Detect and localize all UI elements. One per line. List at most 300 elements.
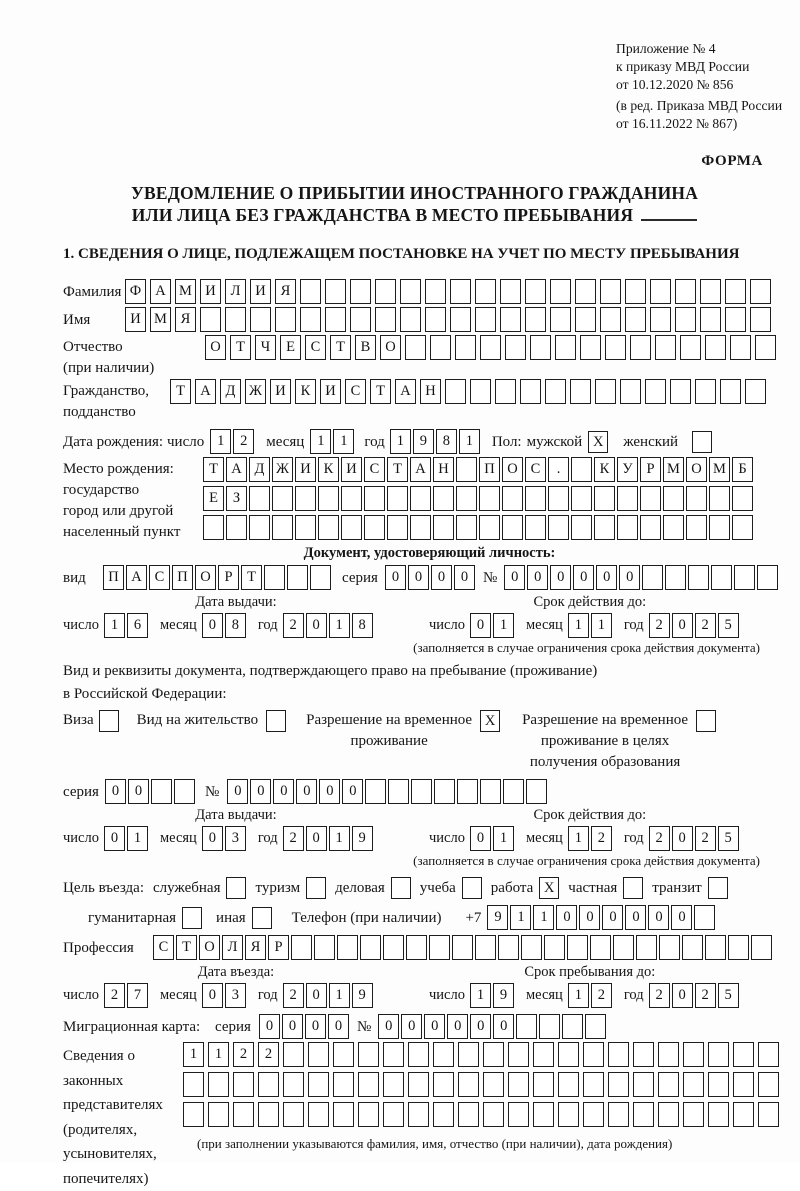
char-cell[interactable]: 1 [329, 826, 350, 851]
char-cell[interactable]: 0 [470, 1014, 491, 1039]
char-cell[interactable]: 0 [306, 613, 327, 638]
char-cell[interactable]: И [200, 279, 221, 304]
char-cell[interactable]: М [663, 457, 684, 482]
char-cell[interactable]: 0 [401, 1014, 422, 1039]
char-cell[interactable]: 0 [273, 779, 294, 804]
char-cell[interactable]: Б [732, 457, 753, 482]
char-cell[interactable]: 2 [283, 983, 304, 1008]
char-cell[interactable] [608, 1072, 629, 1097]
char-cell[interactable] [475, 935, 496, 960]
char-cell[interactable] [533, 1072, 554, 1097]
char-cell[interactable] [686, 486, 707, 511]
char-cell[interactable] [650, 279, 671, 304]
char-cell[interactable] [208, 1072, 229, 1097]
char-cell[interactable]: Я [275, 279, 296, 304]
char-cell[interactable]: 0 [424, 1014, 445, 1039]
char-cell[interactable] [516, 1014, 537, 1039]
char-cell[interactable] [600, 279, 621, 304]
char-cell[interactable] [200, 307, 221, 332]
char-cell[interactable] [709, 486, 730, 511]
char-cell[interactable] [733, 1072, 754, 1097]
char-cell[interactable]: А [226, 457, 247, 482]
char-cell[interactable]: 1 [329, 613, 350, 638]
char-cell[interactable] [708, 1102, 729, 1127]
char-cell[interactable] [408, 1072, 429, 1097]
char-cell[interactable] [503, 779, 524, 804]
char-cell[interactable] [617, 486, 638, 511]
char-cell[interactable] [249, 486, 270, 511]
char-cell[interactable] [583, 1072, 604, 1097]
char-cell[interactable]: 8 [225, 613, 246, 638]
char-cell[interactable]: 1 [493, 613, 514, 638]
char-cell[interactable] [225, 307, 246, 332]
char-cell[interactable] [700, 279, 721, 304]
char-cell[interactable] [594, 486, 615, 511]
char-cell[interactable]: 1 [510, 905, 531, 930]
char-cell[interactable] [595, 379, 616, 404]
char-cell[interactable] [533, 1102, 554, 1127]
char-cell[interactable]: М [709, 457, 730, 482]
sex-female-checkbox[interactable] [692, 431, 712, 453]
char-cell[interactable] [364, 515, 385, 540]
char-cell[interactable] [364, 486, 385, 511]
char-cell[interactable]: Ф [125, 279, 146, 304]
char-cell[interactable] [341, 486, 362, 511]
char-cell[interactable]: О [195, 565, 216, 590]
char-cell[interactable]: С [345, 379, 366, 404]
char-cell[interactable]: О [502, 457, 523, 482]
char-cell[interactable] [567, 935, 588, 960]
char-cell[interactable] [433, 515, 454, 540]
char-cell[interactable] [455, 335, 476, 360]
char-cell[interactable] [508, 1042, 529, 1067]
char-cell[interactable] [183, 1072, 204, 1097]
char-cell[interactable] [594, 515, 615, 540]
char-cell[interactable]: К [594, 457, 615, 482]
char-cell[interactable] [633, 1042, 654, 1067]
char-cell[interactable] [410, 515, 431, 540]
char-cell[interactable]: Е [203, 486, 224, 511]
char-cell[interactable]: О [686, 457, 707, 482]
visa-checkbox[interactable] [99, 710, 119, 732]
char-cell[interactable] [174, 779, 195, 804]
char-cell[interactable] [525, 279, 546, 304]
char-cell[interactable]: 3 [225, 983, 246, 1008]
char-cell[interactable] [505, 335, 526, 360]
char-cell[interactable]: Д [220, 379, 241, 404]
char-cell[interactable] [433, 486, 454, 511]
char-cell[interactable] [308, 1042, 329, 1067]
char-cell[interactable]: А [395, 379, 416, 404]
char-cell[interactable]: 2 [283, 613, 304, 638]
temp-permit-checkbox[interactable]: X [480, 710, 500, 732]
char-cell[interactable] [300, 279, 321, 304]
char-cell[interactable]: 2 [258, 1042, 279, 1067]
char-cell[interactable] [755, 335, 776, 360]
char-cell[interactable] [483, 1102, 504, 1127]
char-cell[interactable] [387, 515, 408, 540]
char-cell[interactable]: 6 [127, 613, 148, 638]
char-cell[interactable] [314, 935, 335, 960]
char-cell[interactable]: 0 [378, 1014, 399, 1039]
char-cell[interactable]: 9 [413, 429, 434, 454]
char-cell[interactable] [456, 515, 477, 540]
char-cell[interactable]: С [149, 565, 170, 590]
char-cell[interactable] [258, 1072, 279, 1097]
char-cell[interactable] [617, 515, 638, 540]
char-cell[interactable]: Т [241, 565, 262, 590]
char-cell[interactable] [360, 935, 381, 960]
char-cell[interactable]: 9 [352, 983, 373, 1008]
char-cell[interactable] [633, 1072, 654, 1097]
char-cell[interactable]: Я [175, 307, 196, 332]
char-cell[interactable]: 0 [602, 905, 623, 930]
char-cell[interactable] [375, 279, 396, 304]
char-cell[interactable] [318, 515, 339, 540]
char-cell[interactable]: 0 [104, 826, 125, 851]
char-cell[interactable] [272, 486, 293, 511]
char-cell[interactable]: 0 [447, 1014, 468, 1039]
char-cell[interactable]: 0 [556, 905, 577, 930]
char-cell[interactable] [458, 1042, 479, 1067]
char-cell[interactable]: Т [203, 457, 224, 482]
char-cell[interactable] [633, 1102, 654, 1127]
char-cell[interactable] [341, 515, 362, 540]
char-cell[interactable] [758, 1042, 779, 1067]
char-cell[interactable]: 0 [504, 565, 525, 590]
char-cell[interactable]: Р [218, 565, 239, 590]
char-cell[interactable] [520, 379, 541, 404]
char-cell[interactable] [733, 1042, 754, 1067]
char-cell[interactable] [526, 779, 547, 804]
char-cell[interactable] [291, 935, 312, 960]
char-cell[interactable] [295, 486, 316, 511]
char-cell[interactable] [208, 1102, 229, 1127]
char-cell[interactable]: Т [330, 335, 351, 360]
char-cell[interactable] [410, 486, 431, 511]
char-cell[interactable] [480, 779, 501, 804]
char-cell[interactable]: С [305, 335, 326, 360]
char-cell[interactable]: И [125, 307, 146, 332]
char-cell[interactable] [151, 779, 172, 804]
char-cell[interactable] [283, 1102, 304, 1127]
char-cell[interactable]: Т [230, 335, 251, 360]
char-cell[interactable]: 2 [695, 983, 716, 1008]
char-cell[interactable]: 0 [550, 565, 571, 590]
char-cell[interactable] [605, 335, 626, 360]
char-cell[interactable]: Е [280, 335, 301, 360]
purpose-tourism-checkbox[interactable] [306, 877, 326, 899]
char-cell[interactable]: 1 [568, 826, 589, 851]
char-cell[interactable] [539, 1014, 560, 1039]
char-cell[interactable]: 0 [579, 905, 600, 930]
char-cell[interactable] [325, 307, 346, 332]
char-cell[interactable]: 0 [319, 779, 340, 804]
char-cell[interactable]: 1 [104, 613, 125, 638]
char-cell[interactable]: Л [225, 279, 246, 304]
char-cell[interactable] [548, 486, 569, 511]
char-cell[interactable]: 0 [202, 826, 223, 851]
char-cell[interactable] [498, 935, 519, 960]
char-cell[interactable] [695, 379, 716, 404]
char-cell[interactable] [625, 279, 646, 304]
char-cell[interactable] [430, 335, 451, 360]
char-cell[interactable] [400, 279, 421, 304]
char-cell[interactable] [590, 935, 611, 960]
char-cell[interactable]: 0 [619, 565, 640, 590]
purpose-work-checkbox[interactable]: X [539, 877, 559, 899]
char-cell[interactable] [544, 935, 565, 960]
char-cell[interactable] [583, 1042, 604, 1067]
char-cell[interactable]: А [126, 565, 147, 590]
char-cell[interactable] [758, 1072, 779, 1097]
char-cell[interactable]: Н [420, 379, 441, 404]
char-cell[interactable]: А [410, 457, 431, 482]
char-cell[interactable]: 0 [306, 983, 327, 1008]
char-cell[interactable] [708, 1072, 729, 1097]
char-cell[interactable]: 0 [671, 905, 692, 930]
char-cell[interactable] [575, 279, 596, 304]
char-cell[interactable]: 9 [487, 905, 508, 930]
char-cell[interactable]: А [150, 279, 171, 304]
char-cell[interactable]: 0 [342, 779, 363, 804]
char-cell[interactable] [333, 1072, 354, 1097]
char-cell[interactable] [709, 515, 730, 540]
char-cell[interactable] [686, 515, 707, 540]
char-cell[interactable] [388, 779, 409, 804]
char-cell[interactable] [640, 486, 661, 511]
char-cell[interactable] [658, 1042, 679, 1067]
char-cell[interactable] [406, 935, 427, 960]
char-cell[interactable] [264, 565, 285, 590]
char-cell[interactable] [383, 1102, 404, 1127]
char-cell[interactable]: С [364, 457, 385, 482]
char-cell[interactable] [387, 486, 408, 511]
char-cell[interactable] [683, 1102, 704, 1127]
char-cell[interactable]: 0 [648, 905, 669, 930]
char-cell[interactable] [383, 1072, 404, 1097]
char-cell[interactable] [625, 307, 646, 332]
char-cell[interactable] [525, 307, 546, 332]
char-cell[interactable]: . [548, 457, 569, 482]
char-cell[interactable] [258, 1102, 279, 1127]
char-cell[interactable] [585, 1014, 606, 1039]
char-cell[interactable]: Л [222, 935, 243, 960]
purpose-commercial-checkbox[interactable] [391, 877, 411, 899]
char-cell[interactable]: 1 [390, 429, 411, 454]
char-cell[interactable] [575, 307, 596, 332]
char-cell[interactable]: М [150, 307, 171, 332]
char-cell[interactable]: 0 [105, 779, 126, 804]
char-cell[interactable]: Н [433, 457, 454, 482]
char-cell[interactable]: 9 [493, 983, 514, 1008]
char-cell[interactable] [500, 307, 521, 332]
char-cell[interactable] [670, 379, 691, 404]
char-cell[interactable]: 1 [127, 826, 148, 851]
char-cell[interactable] [365, 779, 386, 804]
char-cell[interactable] [645, 379, 666, 404]
char-cell[interactable] [525, 486, 546, 511]
char-cell[interactable] [433, 1072, 454, 1097]
char-cell[interactable] [683, 1042, 704, 1067]
char-cell[interactable]: П [172, 565, 193, 590]
char-cell[interactable] [445, 379, 466, 404]
char-cell[interactable]: 8 [436, 429, 457, 454]
char-cell[interactable]: О [205, 335, 226, 360]
char-cell[interactable]: 0 [493, 1014, 514, 1039]
char-cell[interactable]: Д [249, 457, 270, 482]
char-cell[interactable] [458, 1102, 479, 1127]
char-cell[interactable]: 0 [259, 1014, 280, 1039]
char-cell[interactable]: И [295, 457, 316, 482]
purpose-study-checkbox[interactable] [462, 877, 482, 899]
char-cell[interactable]: В [355, 335, 376, 360]
char-cell[interactable] [429, 935, 450, 960]
char-cell[interactable]: 0 [470, 613, 491, 638]
char-cell[interactable] [711, 565, 732, 590]
char-cell[interactable]: 0 [672, 613, 693, 638]
char-cell[interactable]: 2 [104, 983, 125, 1008]
char-cell[interactable]: С [525, 457, 546, 482]
char-cell[interactable] [233, 1072, 254, 1097]
char-cell[interactable] [705, 935, 726, 960]
char-cell[interactable]: С [153, 935, 174, 960]
char-cell[interactable] [450, 279, 471, 304]
char-cell[interactable] [456, 486, 477, 511]
char-cell[interactable] [558, 1102, 579, 1127]
char-cell[interactable]: Ч [255, 335, 276, 360]
char-cell[interactable] [548, 515, 569, 540]
char-cell[interactable] [732, 515, 753, 540]
char-cell[interactable]: 0 [305, 1014, 326, 1039]
char-cell[interactable] [337, 935, 358, 960]
char-cell[interactable]: 0 [227, 779, 248, 804]
char-cell[interactable] [521, 935, 542, 960]
char-cell[interactable]: К [318, 457, 339, 482]
char-cell[interactable]: 0 [470, 826, 491, 851]
char-cell[interactable] [680, 335, 701, 360]
purpose-business-checkbox[interactable] [226, 877, 246, 899]
char-cell[interactable]: 1 [329, 983, 350, 1008]
char-cell[interactable]: 0 [202, 983, 223, 1008]
char-cell[interactable]: М [175, 279, 196, 304]
purpose-humanitarian-checkbox[interactable] [182, 907, 202, 929]
char-cell[interactable] [425, 279, 446, 304]
char-cell[interactable] [705, 335, 726, 360]
char-cell[interactable]: 1 [591, 613, 612, 638]
char-cell[interactable] [658, 1072, 679, 1097]
char-cell[interactable]: Р [640, 457, 661, 482]
char-cell[interactable]: 1 [208, 1042, 229, 1067]
char-cell[interactable]: 0 [527, 565, 548, 590]
char-cell[interactable]: Т [387, 457, 408, 482]
char-cell[interactable]: 2 [283, 826, 304, 851]
char-cell[interactable] [479, 515, 500, 540]
char-cell[interactable] [250, 307, 271, 332]
char-cell[interactable] [434, 779, 455, 804]
char-cell[interactable] [728, 935, 749, 960]
char-cell[interactable] [655, 335, 676, 360]
char-cell[interactable]: 1 [568, 613, 589, 638]
char-cell[interactable] [383, 1042, 404, 1067]
char-cell[interactable] [183, 1102, 204, 1127]
char-cell[interactable] [663, 486, 684, 511]
char-cell[interactable] [283, 1072, 304, 1097]
char-cell[interactable] [583, 1102, 604, 1127]
char-cell[interactable] [751, 935, 772, 960]
char-cell[interactable]: 0 [573, 565, 594, 590]
char-cell[interactable] [675, 279, 696, 304]
char-cell[interactable] [383, 935, 404, 960]
char-cell[interactable]: З [226, 486, 247, 511]
char-cell[interactable]: 3 [225, 826, 246, 851]
char-cell[interactable] [502, 515, 523, 540]
char-cell[interactable] [295, 515, 316, 540]
char-cell[interactable]: 2 [233, 1042, 254, 1067]
char-cell[interactable] [555, 335, 576, 360]
char-cell[interactable] [550, 307, 571, 332]
char-cell[interactable] [700, 307, 721, 332]
char-cell[interactable] [580, 335, 601, 360]
char-cell[interactable]: 2 [649, 613, 670, 638]
char-cell[interactable] [350, 307, 371, 332]
char-cell[interactable]: И [250, 279, 271, 304]
char-cell[interactable] [287, 565, 308, 590]
char-cell[interactable]: К [295, 379, 316, 404]
char-cell[interactable] [659, 935, 680, 960]
char-cell[interactable] [545, 379, 566, 404]
char-cell[interactable] [525, 515, 546, 540]
char-cell[interactable] [333, 1042, 354, 1067]
char-cell[interactable] [758, 1102, 779, 1127]
char-cell[interactable] [203, 515, 224, 540]
char-cell[interactable] [310, 565, 331, 590]
char-cell[interactable] [458, 1072, 479, 1097]
char-cell[interactable] [734, 565, 755, 590]
char-cell[interactable] [725, 307, 746, 332]
residence-permit-checkbox[interactable] [266, 710, 286, 732]
char-cell[interactable]: И [270, 379, 291, 404]
char-cell[interactable] [708, 1042, 729, 1067]
char-cell[interactable] [571, 486, 592, 511]
char-cell[interactable]: 2 [649, 826, 670, 851]
char-cell[interactable]: 8 [352, 613, 373, 638]
char-cell[interactable] [500, 279, 521, 304]
char-cell[interactable]: 1 [333, 429, 354, 454]
char-cell[interactable]: 0 [672, 826, 693, 851]
char-cell[interactable]: 0 [596, 565, 617, 590]
char-cell[interactable]: 5 [718, 613, 739, 638]
char-cell[interactable] [249, 515, 270, 540]
char-cell[interactable] [452, 935, 473, 960]
char-cell[interactable] [757, 565, 778, 590]
char-cell[interactable] [571, 457, 592, 482]
char-cell[interactable] [308, 1102, 329, 1127]
char-cell[interactable]: 0 [202, 613, 223, 638]
char-cell[interactable] [480, 335, 501, 360]
char-cell[interactable] [683, 1072, 704, 1097]
char-cell[interactable]: 0 [454, 565, 475, 590]
char-cell[interactable] [694, 905, 715, 930]
char-cell[interactable]: 2 [695, 826, 716, 851]
char-cell[interactable] [318, 486, 339, 511]
char-cell[interactable]: 0 [625, 905, 646, 930]
char-cell[interactable] [433, 1042, 454, 1067]
char-cell[interactable] [750, 279, 771, 304]
char-cell[interactable] [530, 335, 551, 360]
char-cell[interactable]: У [617, 457, 638, 482]
char-cell[interactable] [732, 486, 753, 511]
